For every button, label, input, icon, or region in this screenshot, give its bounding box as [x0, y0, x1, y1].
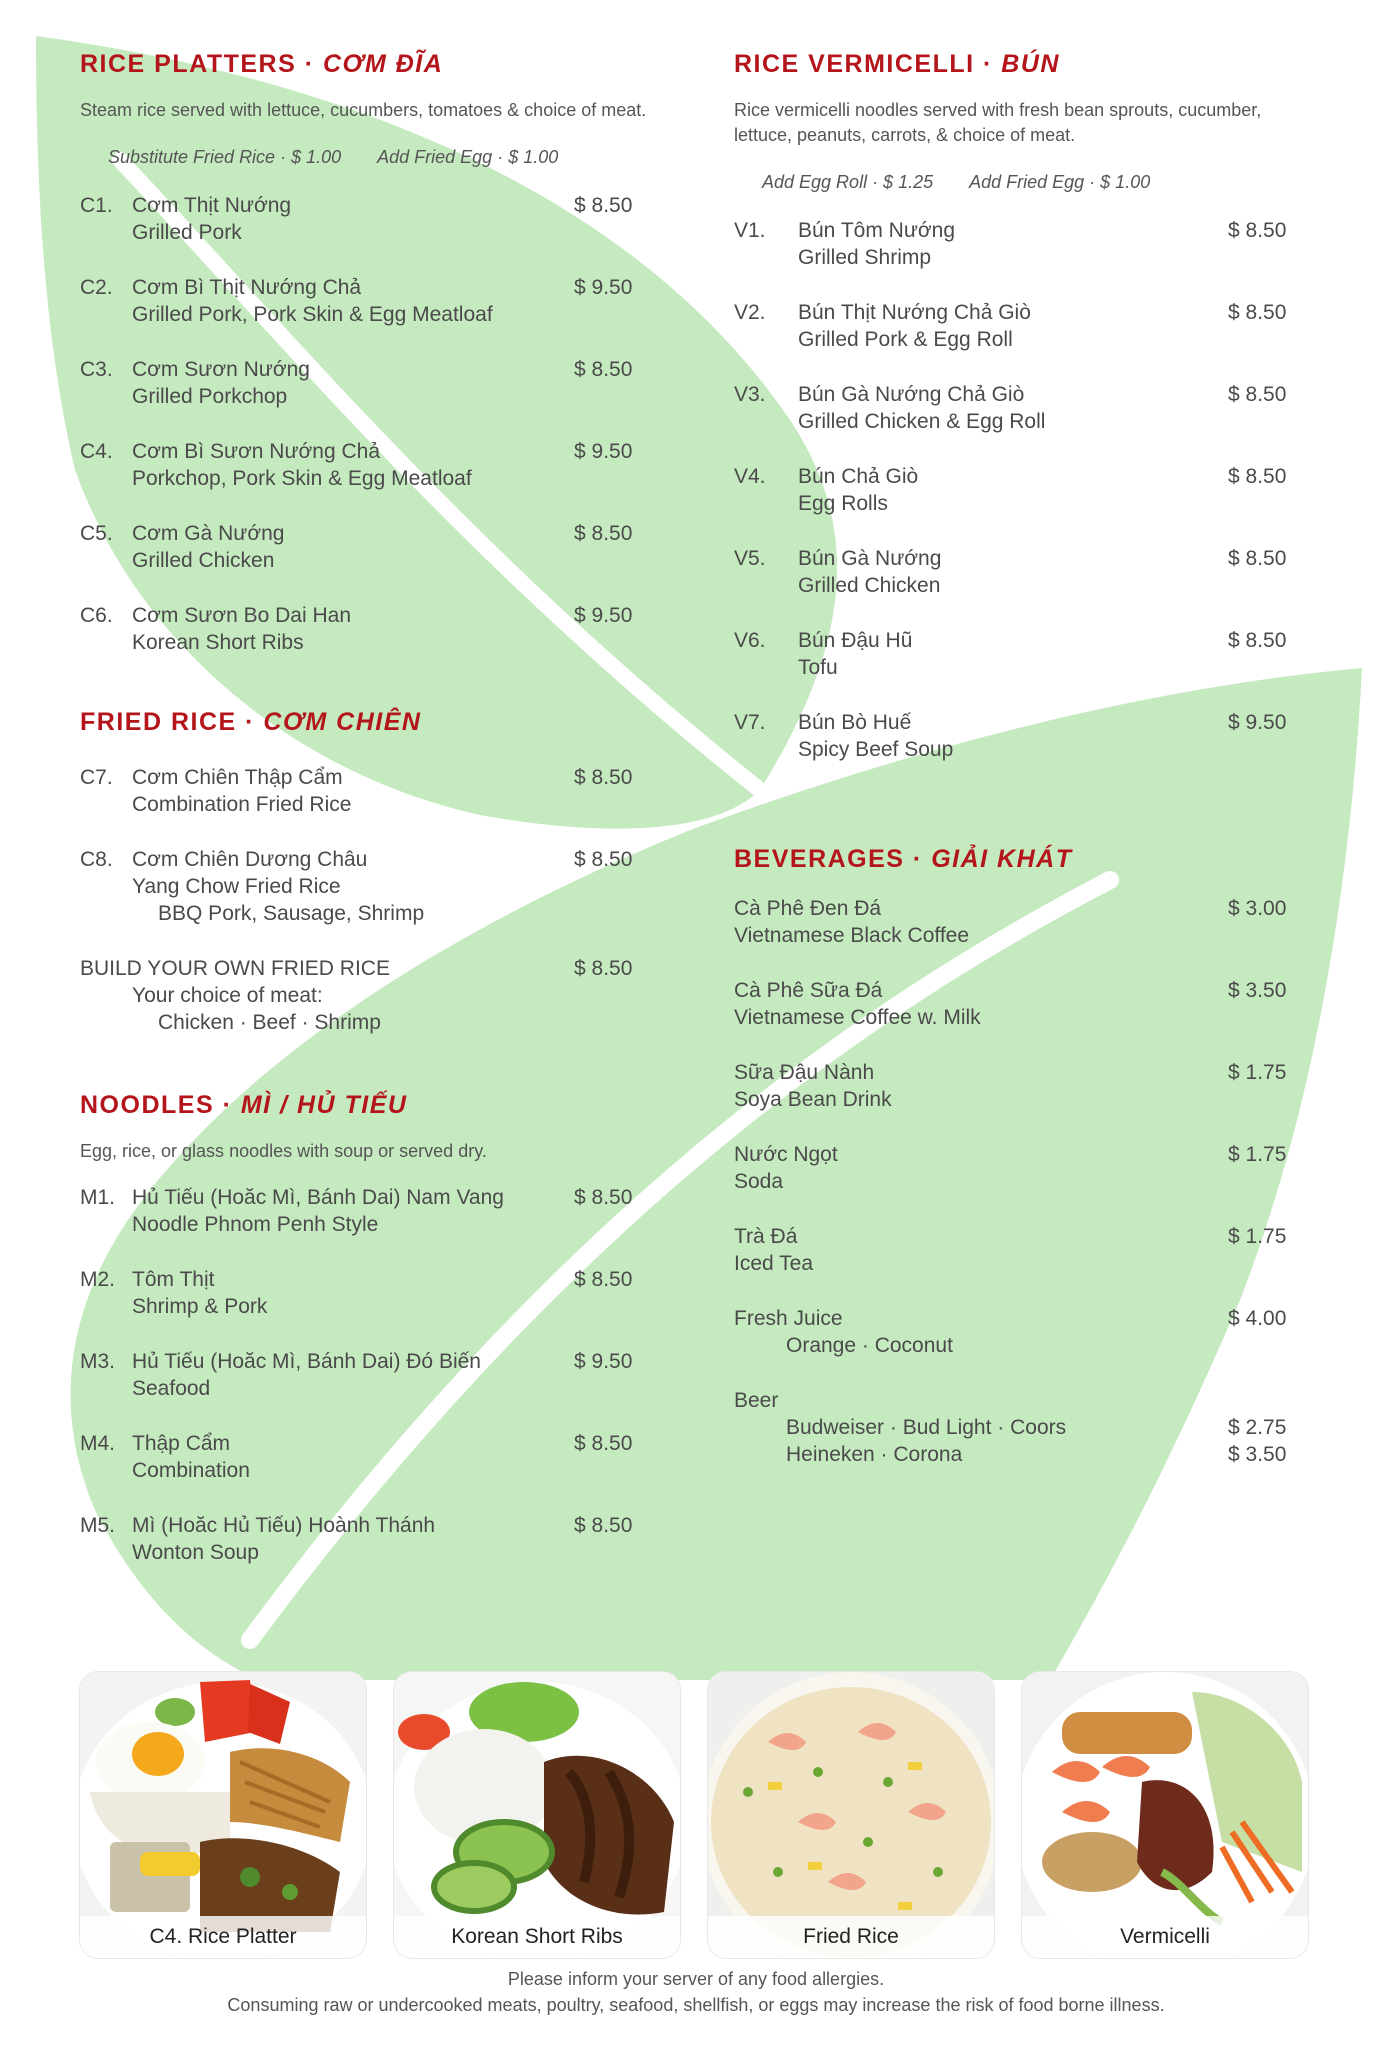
item-subtitle: Vietnamese Coffee w. Milk	[734, 1006, 981, 1029]
item-names	[798, 299, 1031, 353]
menu-item-v4	[734, 463, 1314, 545]
item-names	[132, 520, 284, 574]
menu-item-v6	[734, 627, 1314, 709]
item-code: V6.	[734, 629, 766, 652]
item-code: V7.	[734, 711, 766, 734]
menu-item-c7	[80, 764, 660, 846]
item-code: M5.	[80, 1514, 116, 1537]
item-subtitle: Grilled Chicken	[798, 574, 941, 597]
item-names	[132, 438, 472, 492]
item-subtitle: Soda	[734, 1170, 784, 1193]
title-english: NOODLES	[80, 1091, 215, 1119]
item-name: Cơm Sươn Nướng	[132, 358, 310, 381]
item-names	[798, 709, 953, 763]
item-names	[132, 356, 310, 410]
addon-egg-roll: Add Egg Roll · $ 1.25	[762, 172, 934, 192]
title-english: BEVERAGES	[734, 845, 905, 873]
menu-list	[734, 217, 1314, 791]
item-name: Beer	[734, 1389, 779, 1412]
menu-list	[80, 1184, 660, 1594]
beverage-soda	[734, 1141, 1314, 1223]
item-name: Cà Phê Sữa Đá	[734, 979, 883, 1002]
item-subtitle: Korean Short Ribs	[132, 631, 304, 654]
item-subtitle: Yang Chow Fried Rice	[132, 875, 341, 898]
item-subtitle: Iced Tea	[734, 1252, 814, 1275]
item-subtitle: Soya Bean Drink	[734, 1088, 892, 1111]
item-name: Cơm Chiên Dương Châu	[132, 848, 368, 871]
section-noodles	[80, 1087, 660, 1594]
item-subtitle: Grilled Pork & Egg Roll	[798, 328, 1013, 351]
item-price: $ 8.50	[1228, 301, 1287, 324]
section-beverages	[734, 841, 1314, 1477]
addons-line	[762, 172, 1314, 193]
item-names	[734, 1059, 892, 1113]
menu-list	[80, 764, 660, 1067]
item-name: Bún Gà Nướng	[798, 547, 942, 570]
consumption-warning: Consuming raw or undercooked meats, poultry, seafood, shellfish, or eggs may increase the risk of food borne illness.	[227, 1995, 1165, 2015]
item-code: V3.	[734, 383, 766, 406]
item-code: C5.	[80, 522, 113, 545]
item-subtitle: Grilled Chicken & Egg Roll	[798, 410, 1046, 433]
beer-line-domestic: Budweiser · Bud Light · Coors	[786, 1416, 1067, 1439]
item-names	[798, 545, 941, 599]
item-names	[798, 627, 912, 681]
title-english: RICE PLATTERS	[80, 50, 297, 78]
addons-line	[108, 147, 660, 168]
title-vietnamese: CƠM CHIÊN	[263, 708, 422, 736]
item-names	[734, 1223, 813, 1277]
item-subtitle: Vietnamese Black Coffee	[734, 924, 970, 947]
item-name: Mì (Hoăc Hủ Tiếu) Hoành Thánh	[132, 1514, 436, 1537]
item-subtitle: Combination	[132, 1459, 250, 1482]
beer-price-import: $ 3.50	[1228, 1443, 1287, 1466]
section-title: FRIED RICE · CƠM CHIÊN	[80, 708, 422, 736]
item-subtitle: Seafood	[132, 1377, 211, 1400]
item-names	[132, 846, 424, 927]
menu-item-c4	[80, 438, 660, 520]
item-subtitle: Spicy Beef Soup	[798, 738, 954, 761]
photo-rice-platter	[80, 1672, 366, 1958]
item-price: $ 8.50	[574, 957, 633, 980]
photo-fried-rice	[708, 1672, 994, 1958]
item-names	[132, 274, 493, 328]
item-price: $ 3.00	[1228, 897, 1287, 920]
item-subtitle: Grilled Shrimp	[798, 246, 932, 269]
item-name: Cơm Chiên Thập Cẩm	[132, 766, 343, 789]
item-code: C1.	[80, 194, 113, 217]
item-price: $ 8.50	[1228, 383, 1287, 406]
item-subtitle: Grilled Pork, Pork Skin & Egg Meatloaf	[132, 303, 493, 326]
menu-item-c6	[80, 602, 660, 684]
section-rice-vermicelli	[734, 46, 1314, 791]
item-name: Cơm Bì Sươn Nướng Chả	[132, 440, 381, 463]
item-price: $ 8.50	[574, 522, 633, 545]
menu-item-v5	[734, 545, 1314, 627]
item-name: Hủ Tiếu (Hoăc Mì, Bánh Dai) Đó Biến	[132, 1350, 481, 1373]
item-names	[734, 977, 981, 1031]
menu-item-m4	[80, 1430, 660, 1512]
item-names	[734, 895, 969, 949]
item-name: Bún Đậu Hũ	[798, 629, 913, 652]
item-price: $ 9.50	[574, 604, 633, 627]
item-price: $ 8.50	[574, 1432, 633, 1455]
item-subtitle: Grilled Porkchop	[132, 385, 288, 408]
section-fried-rice	[80, 704, 660, 1067]
item-names	[132, 1430, 250, 1484]
item-name: BUILD YOUR OWN FRIED RICE	[80, 957, 390, 980]
item-price: $ 8.50	[574, 766, 633, 789]
addon-substitute-fried-rice: Substitute Fried Rice · $ 1.00	[108, 147, 342, 167]
beverage-black-coffee	[734, 895, 1314, 977]
item-names	[734, 1305, 953, 1359]
item-code: M1.	[80, 1186, 116, 1209]
right-column	[734, 46, 1314, 1477]
photo-strip	[80, 1672, 1310, 1958]
item-names	[132, 1348, 481, 1402]
beverage-milk-coffee	[734, 977, 1314, 1059]
menu-item-m5	[80, 1512, 660, 1594]
item-code: C6.	[80, 604, 113, 627]
item-price: $ 1.75	[1228, 1225, 1287, 1248]
item-names	[132, 1512, 435, 1566]
footer-notice	[0, 1966, 1392, 2018]
menu-item-c1	[80, 192, 660, 274]
menu-item-v3	[734, 381, 1314, 463]
item-subtitle: Egg Rolls	[798, 492, 888, 515]
menu-item-c2	[80, 274, 660, 356]
photo-korean-short-ribs	[394, 1672, 680, 1958]
item-subtitle: Your choice of meat:	[132, 984, 323, 1007]
item-code: M2.	[80, 1268, 116, 1291]
item-code: M3.	[80, 1350, 116, 1373]
item-price: $ 8.50	[574, 358, 633, 381]
item-code: C4.	[80, 440, 113, 463]
item-name: Bún Thịt Nướng Chả Giò	[798, 301, 1031, 324]
beverage-fresh-juice	[734, 1305, 1314, 1387]
item-price: $ 9.50	[574, 1350, 633, 1373]
item-names	[132, 1266, 267, 1320]
allergy-notice: Please inform your server of any food allergies.	[507, 1969, 885, 1989]
item-name: Hủ Tiếu (Hoăc Mì, Bánh Dai) Nam Vang	[132, 1186, 504, 1209]
item-price: $ 4.00	[1228, 1307, 1287, 1330]
menu-item-c3	[80, 356, 660, 438]
beverage-soya-bean	[734, 1059, 1314, 1141]
item-subtitle: Grilled Chicken	[132, 549, 275, 572]
beverage-iced-tea	[734, 1223, 1314, 1305]
item-code: C8.	[80, 848, 113, 871]
item-name: Nước Ngọt	[734, 1143, 838, 1166]
item-code: C7.	[80, 766, 113, 789]
item-price: $ 8.50	[1228, 547, 1287, 570]
section-title: RICE VERMICELLI · BÚN	[734, 50, 1060, 78]
item-subtitle: Porkchop, Pork Skin & Egg Meatloaf	[132, 467, 472, 490]
title-vietnamese: GIẢI KHÁT	[931, 845, 1073, 873]
menu-item-c8	[80, 846, 660, 955]
menu-item-build-your-own	[80, 955, 660, 1067]
item-names	[132, 1184, 504, 1238]
item-names	[798, 381, 1045, 435]
section-title: BEVERAGES · GIẢI KHÁT	[734, 845, 1073, 873]
item-names	[132, 602, 351, 656]
item-price: $ 8.50	[574, 848, 633, 871]
addon-fried-egg: Add Fried Egg · $ 1.00	[377, 147, 559, 167]
item-price: $ 8.50	[574, 1514, 633, 1537]
item-code: V5.	[734, 547, 766, 570]
item-name: Fresh Juice	[734, 1307, 843, 1330]
item-name: Cơm Gà Nướng	[132, 522, 285, 545]
beverage-list	[734, 895, 1314, 1477]
item-code: M4.	[80, 1432, 116, 1455]
menu-item-m3	[80, 1348, 660, 1430]
menu-item-m1	[80, 1184, 660, 1266]
item-price: $ 8.50	[574, 1186, 633, 1209]
addon-fried-egg: Add Fried Egg · $ 1.00	[969, 172, 1151, 192]
item-price: $ 8.50	[1228, 465, 1287, 488]
item-subtitle: Grilled Pork	[132, 221, 242, 244]
item-name: Thập Cẩm	[132, 1432, 231, 1455]
title-vietnamese: BÚN	[1001, 50, 1060, 78]
item-price: $ 8.50	[574, 1268, 633, 1291]
item-price: $ 1.75	[1228, 1143, 1287, 1166]
photo-caption: C4. Rice Platter	[80, 1916, 366, 1958]
menu-item-c5	[80, 520, 660, 602]
section-description: Steam rice served with lettuce, cucumbers, tomatoes & choice of meat.	[80, 100, 647, 120]
item-names	[734, 1141, 838, 1195]
item-subtitle: Tofu	[798, 656, 838, 679]
menu-item-m2	[80, 1266, 660, 1348]
item-name: Bún Chả Giò	[798, 465, 919, 488]
item-name: Cơm Thịt Nướng	[132, 194, 292, 217]
item-name: Sữa Đậu Nành	[734, 1061, 875, 1084]
section-description: Rice vermicelli noodles served with fresh bean sprouts, cucumber, lettuce, peanuts, carrots, & choice of meat.	[734, 100, 1262, 145]
item-name: Bún Bò Huế	[798, 711, 912, 734]
item-price: $ 9.50	[574, 440, 633, 463]
section-description: Egg, rice, or glass noodles with soup or served dry.	[80, 1141, 487, 1161]
beer-price-domestic: $ 2.75	[1228, 1416, 1287, 1439]
photo-vermicelli	[1022, 1672, 1308, 1958]
beer-line-import: Heineken · Corona	[786, 1443, 963, 1466]
item-name: Bún Tôm Nướng	[798, 219, 956, 242]
item-names	[798, 463, 918, 517]
title-vietnamese: MÌ / HỦ TIẾU	[240, 1091, 408, 1119]
item-subtitle: Orange · Coconut	[786, 1334, 953, 1357]
section-title: NOODLES · MÌ / HỦ TIẾU	[80, 1091, 408, 1119]
item-price: $ 8.50	[1228, 219, 1287, 242]
section-title: RICE PLATTERS · CƠM ĐĨA	[80, 50, 444, 78]
item-name: Cà Phê Đen Đá	[734, 897, 882, 920]
section-rice-platters	[80, 46, 660, 684]
item-code: V2.	[734, 301, 766, 324]
title-english: FRIED RICE	[80, 708, 237, 736]
item-name: Trà Đá	[734, 1225, 798, 1248]
title-english: RICE VERMICELLI	[734, 50, 975, 78]
item-ingredients: BBQ Pork, Sausage, Shrimp	[158, 902, 425, 925]
menu-item-v2	[734, 299, 1314, 381]
menu-item-v1	[734, 217, 1314, 299]
item-subtitle: Wonton Soup	[132, 1541, 259, 1564]
item-meat-options: Chicken · Beef · Shrimp	[158, 1011, 381, 1034]
item-names	[132, 192, 291, 246]
item-price: $ 3.50	[1228, 979, 1287, 1002]
item-price: $ 8.50	[574, 194, 633, 217]
item-price: $ 8.50	[1228, 629, 1287, 652]
item-name: Tôm Thịt	[132, 1268, 215, 1291]
title-vietnamese: CƠM ĐĨA	[322, 50, 444, 78]
menu-item-v7	[734, 709, 1314, 791]
item-price: $ 9.50	[1228, 711, 1287, 734]
item-code: V4.	[734, 465, 766, 488]
item-price: $ 1.75	[1228, 1061, 1287, 1084]
photo-caption: Fried Rice	[708, 1916, 994, 1958]
item-price: $ 9.50	[574, 276, 633, 299]
item-name: Bún Gà Nướng Chả Giò	[798, 383, 1025, 406]
item-name: Cơm Bì Thịt Nướng Chả	[132, 276, 362, 299]
left-column	[80, 46, 660, 1594]
item-code: V1.	[734, 219, 766, 242]
item-names	[734, 1387, 1066, 1468]
item-subtitle: Combination Fried Rice	[132, 793, 352, 816]
item-code: C3.	[80, 358, 113, 381]
item-code: C2.	[80, 276, 113, 299]
menu-list	[80, 192, 660, 684]
photo-caption: Vermicelli	[1022, 1916, 1308, 1958]
beverage-beer	[734, 1387, 1314, 1477]
item-names	[132, 764, 351, 818]
photo-caption: Korean Short Ribs	[394, 1916, 680, 1958]
item-names	[798, 217, 955, 271]
item-subtitle: Noodle Phnom Penh Style	[132, 1213, 379, 1236]
item-subtitle: Shrimp & Pork	[132, 1295, 268, 1318]
item-name: Cơm Sươn Bo Dai Han	[132, 604, 352, 627]
